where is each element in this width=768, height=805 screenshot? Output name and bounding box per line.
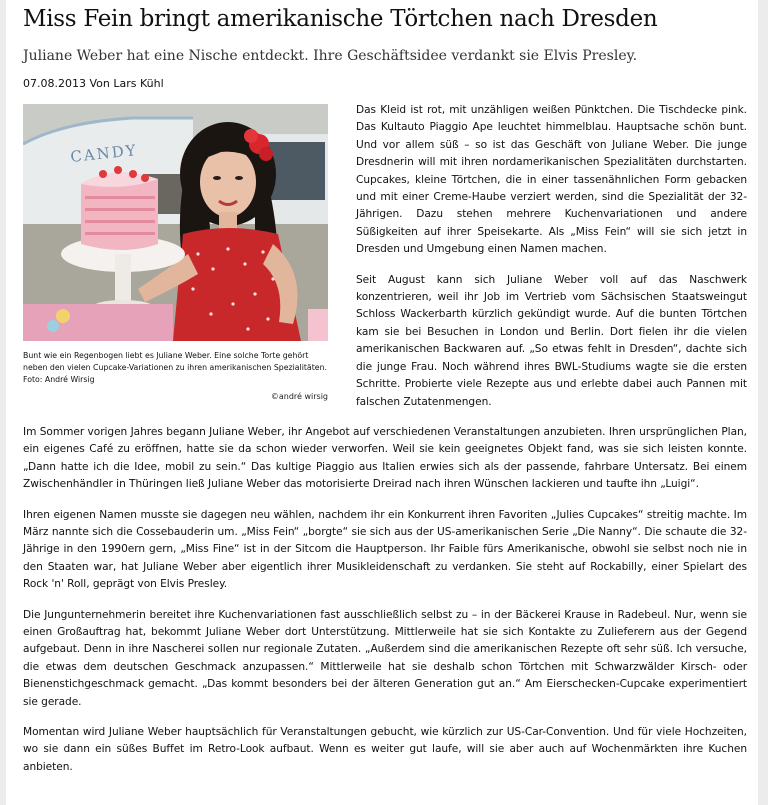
article-byline: 07.08.2013 Von Lars Kühl (23, 77, 164, 90)
article-photo[interactable] (23, 104, 328, 341)
paragraph-5: Die Jungunternehmerin bereitet ihre Kuchenvariationen fast ausschließlich selbst zu – in der Bäckerei Krause in Radebeul. Nur, wenn sie einen Großauftrag hat, bekommt Juliane Weber dort Unterstützung. Mittlerweile hat sie sich Kontakte zu Zulieferern aus der Gegend aufgebaut. Denn in ihre Nascherei sollen nur regionale Zutaten. „Außerdem sind die amerikanischen Rezepte oft sehr süß. Ich versuche, die etwas dem deutschen Geschmack anzupassen.“ Mittlerweile hat sie deshalb schon Törtchen mit Schwarzwälder Kirsch- oder Bienenstichgeschmack gemacht. „Das kommt besonders bei der älteren Generation gut an.“ Am Eierschecken-Cupcake experimentiert sie gerade. (23, 608, 747, 708)
photo-credit: ©andré wirsig (270, 392, 328, 401)
paragraph-3: Im Sommer vorigen Jahres begann Juliane Weber, ihr Angebot auf verschiedenen Veranstaltungen anzubieten. Ihren ursprünglichen Plan, ein eigenes Café zu eröffnen, hatte sie da schon wieder verworfen. Weil sie kein geeignetes Objekt fand, was sie sich leisten konnte. „Dann hatte ich die Idee, mobil zu sein.“ Das kultige Piaggio aus Italien erwies sich als der passende, fahrbare Untersatz. Bei einem Zwischenhändler in Thüringen ließ Juliane Weber das motorisierte Dreirad nach ihren Wünschen lackieren und taufte ihn „Luigi“. (23, 425, 747, 491)
paragraph-4: Ihren eigenen Namen musste sie dagegen neu wählen, nachdem ihr ein Konkurrent ihren Favoriten „Julies Cupcakes“ streitig machte. Im März nannte sich die Cossebauderin um. „Miss Fein“ „borgte“ sie sich aus der US-amerikanischen Serie „Die Nanny“. Die schaute die 32-Jährige in den 1990ern gern, „Miss Fine“ ist in der Sitcom die Hauptperson. Ihr Faible fürs Amerikanische, obwohl sie selbst noch nie in den Staaten war, hat Juliane Weber aber eigentlich ihrer Musikleidenschaft zu verdanken. Sie steht auf Rockabilly, einer Spielart des Rock 'n' Roll, geprägt von Elvis Presley. (23, 508, 747, 591)
article-page (6, 0, 758, 805)
article-figure (23, 104, 334, 401)
article (23, 0, 747, 789)
paragraph-6: Momentan wird Juliane Weber hauptsächlich für Veranstaltungen gebucht, wie kürzlich zur US-Car-Convention. Und für viele Hochzeiten, wo sie dann ein süßes Buffet im Retro-Look aufbaut. Wenn es weiter gut laufe, will sie aber auch auf Wochenmärkten ihre Kuchen anbieten. (23, 726, 747, 773)
article-subtitle: Juliane Weber hat eine Nische entdeckt. Ihre Geschäftsidee verdankt sie Elvis Presley. (23, 48, 638, 64)
van-lettering: CANDY (69, 141, 139, 166)
photo-caption: Bunt wie ein Regenbogen liebt es Juliane Weber. Eine solche Torte gehört neben den vielen Cupcake-Variationen zu ihren amerikanischen Spezialitäten. Foto: André Wirsig (23, 351, 327, 384)
photo-illustration (23, 104, 328, 341)
article-title: Miss Fein bringt amerikanische Törtchen nach Dresden (23, 6, 658, 32)
paragraph-1: Das Kleid ist rot, mit unzähligen weißen Pünktchen. Die Tischdecke pink. Das Kultauto Piaggio Ape leuchtet himmelblau. Hauptsache schön bunt. Und vor allem süß – so ist das Geschäft von Juliane Weber. Die junge Dresdnerin will mit ihren nordamerikanischen Spezialitäten durchstarten. Cupcakes, kleine Törtchen, die in einer tassenähnlichen Form gebacken und mit einer Creme-Haube verziert werden, sind die Spezialität der 32-Jährigen. Dazu stehen mehrere Kuchenvariationen und andere Süßigkeiten auf ihrer Speisekarte. Als „Miss Fein“ will sie sich jetzt in Dresden und Umgebung einen Namen machen. (356, 104, 747, 256)
paragraph-2: Seit August kann sich Juliane Weber voll auf das Naschwerk konzentrieren, weil ihr Job im Vertrieb vom Sächsischen Staatsweingut Schloss Wackerbarth kürzlich gekündigt wurde. Auf die bunten Törtchen kam sie bei Besuchen in London und Berlin. Dort fielen ihr die vielen amerikanischen Backwaren auf. „So etwas fehlt in Dresden“, dachte sich die junge Frau. Noch während ihres BWL-Studiums wagte sie die ersten Schritte. Probierte viele Rezepte aus und erlebte dabei auch Pannen mit falschen Zutatenmengen. (356, 273, 747, 408)
